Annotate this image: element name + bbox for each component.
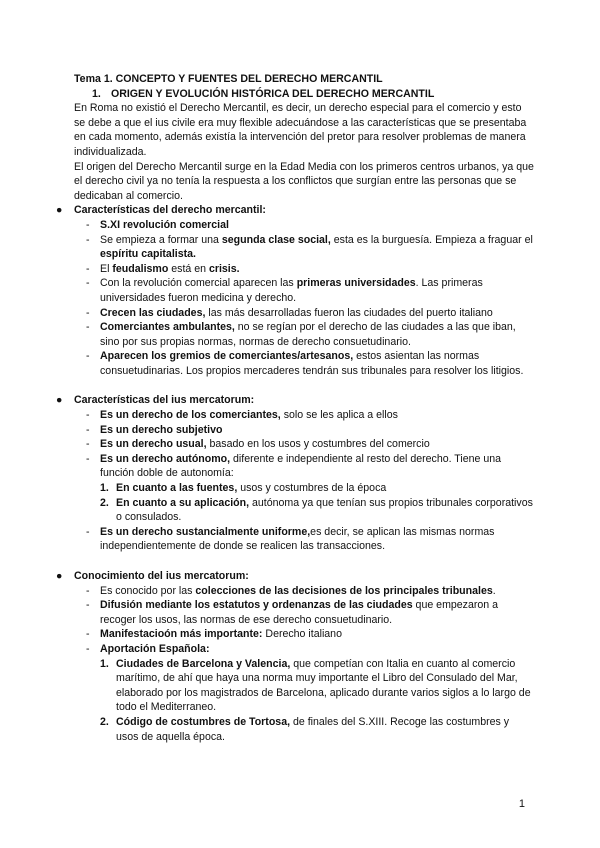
- section-heading: [92, 87, 534, 102]
- list-item: - Con la revolución comercial aparecen las primeras universidades. Las primeras universidades fueron medicina y derecho.: [86, 277, 483, 304]
- item-number: 1.: [100, 482, 109, 495]
- item-number: 1.: [100, 657, 109, 670]
- numbered-item: 2. En cuanto a su aplicación, autónoma ya que tenían sus propios tribunales corporativos o consulados.: [100, 496, 533, 524]
- dash-icon: -: [86, 423, 90, 436]
- bullet-heading-conocimiento: ● Conocimiento del ius mercatorum:: [56, 570, 249, 582]
- list-item: - Es un derecho autónomo, diferente e independiente al resto del derecho. Tiene una función doble de autonomía: 1. En cuanto a las fuentes, usos y costumbres de la época 2. En cuanto a su aplicación, autónoma ya que tenían sus propios tribunales corporativos o consulados.: [86, 452, 533, 524]
- bullet-icon: ●: [56, 204, 63, 217]
- list-item: - El feudalismo está en crisis.: [86, 262, 240, 275]
- dash-icon: -: [86, 218, 90, 231]
- list-item: - Es un derecho de los comerciantes, solo se les aplica a ellos: [86, 409, 398, 422]
- dash-icon: -: [86, 628, 90, 641]
- intro-paragraph-2: El origen del Derecho Mercantil surge en la Edad Media con los primeros centros urbanos, ya que el derecho civil ya no tenía la respuesta a los conflictos que surgían entre las personas que se dedicaban al comercio.: [74, 160, 534, 202]
- dash-icon: -: [86, 306, 90, 319]
- list-item: - Aportación Española: 1. Ciudades de Barcelona y Valencia, que competían con Italia en cuanto al comercio marítimo, de ahí que haya una norma muy importante el Libro del Consulado del Mar, elaborado por los magistrados de Barcelona, aplicado durante varios siglos a lo largo de todo el Mediterraneo. 2. Código de costumbres de Tortosa, de finales del S.XIII. Recoge las costumbres y usos de aquella época.: [100, 642, 534, 744]
- dash-icon: -: [86, 642, 90, 655]
- list-item: - Comerciantes ambulantes, no se regían por el derecho de las ciudades a las que iban, sino por sus propias normas, normas de derecho consuetudinario.: [86, 321, 516, 348]
- list-item: - Se empieza a formar una segunda clase social, esta es la burguesía. Empieza a fraguar el espíritu capitalista.: [86, 233, 533, 261]
- dash-icon: -: [86, 262, 90, 275]
- bullet-icon: ●: [56, 394, 63, 407]
- page-content: [56, 72, 534, 744]
- numbered-item: 1. En cuanto a las fuentes, usos y costumbres de la época: [100, 482, 387, 495]
- dash-icon: -: [86, 438, 90, 451]
- section-label: ORIGEN Y EVOLUCIÓN HISTÓRICA DEL DERECHO MERCANTIL: [110, 87, 435, 100]
- spacer: [74, 554, 534, 569]
- bullet-heading-ius-mercatorum: ● Características del ius mercatorum:: [56, 394, 255, 407]
- dash-icon: -: [86, 350, 90, 363]
- numbered-item: 2. Código de costumbres de Tortosa, de finales del S.XIII. Recoge las costumbres y usos de aquella época.: [100, 715, 510, 743]
- list-item: - Es un derecho usual, basado en los usos y costumbres del comercio: [86, 438, 430, 451]
- section-number: 1.: [92, 87, 101, 100]
- dash-icon: -: [86, 584, 90, 597]
- item-number: 2.: [100, 715, 109, 728]
- list-item: - Manifestacioón más importante: Derecho italiano: [86, 628, 342, 641]
- dash-icon: -: [86, 321, 90, 334]
- document-title: Tema 1. CONCEPTO Y FUENTES DEL DERECHO MERCANTIL: [74, 73, 383, 85]
- dash-icon: -: [86, 525, 90, 538]
- list-item: - S.XI revolución comercial: [86, 218, 229, 231]
- list-conocimiento: [74, 584, 534, 745]
- numbered-list-autonomia: [100, 481, 534, 525]
- page-number: 1: [518, 798, 525, 810]
- list-item: - Es un derecho subjetivo: [86, 423, 223, 436]
- dash-icon: -: [86, 452, 90, 465]
- item-number: 2.: [100, 496, 109, 509]
- list-mercantil: [74, 218, 534, 379]
- list-item: - Aparecen los gremios de comerciantes/artesanos, estos asientan las normas consuetudinarias. Los propios mercaderes tendrán sus tribunales para resolver los litigios.: [86, 350, 524, 377]
- bullet-heading-mercantil: ● Características del derecho mercantil:: [56, 204, 266, 217]
- list-item: - Es un derecho sustancialmente uniforme,es decir, se aplican las mismas normas independientemente de donde se realicen las transacciones.: [86, 525, 495, 553]
- dash-icon: -: [86, 599, 90, 612]
- list-item: - Crecen las ciudades, las más desarrolladas fueron las ciudades del puerto italiano: [86, 306, 493, 319]
- list-item: - Difusión mediante los estatutos y ordenanzas de las ciudades que empezaron a recoger los usos, las normas de ese derecho consuetudinario.: [86, 599, 499, 626]
- bullet-icon: ●: [56, 570, 63, 582]
- list-ius-mercatorum: [74, 408, 534, 554]
- dash-icon: -: [86, 233, 90, 246]
- list-item: - Es conocido por las colecciones de las decisiones de los principales tribunales.: [86, 584, 496, 597]
- intro-paragraph-1: En Roma no existió el Derecho Mercantil, es decir, un derecho especial para el comercio y esto se debe a que el ius civile era muy flexible adecuándose a las características que se presentaba en cada momento, además existía la intervención del pretor para resolver problemas de manera individualizada.: [74, 102, 527, 158]
- spacer: [74, 378, 534, 393]
- dash-icon: -: [86, 409, 90, 422]
- numbered-item: 1. Ciudades de Barcelona y Valencia, que competían con Italia en cuanto al comercio marítimo, de ahí que haya una norma muy importante el Libro del Consulado del Mar, elaborado por los magistrados de Barcelona, aplicado durante varios siglos a lo largo de todo el Mediterraneo.: [100, 657, 531, 714]
- numbered-list-aportacion: [100, 657, 534, 745]
- dash-icon: -: [86, 277, 90, 290]
